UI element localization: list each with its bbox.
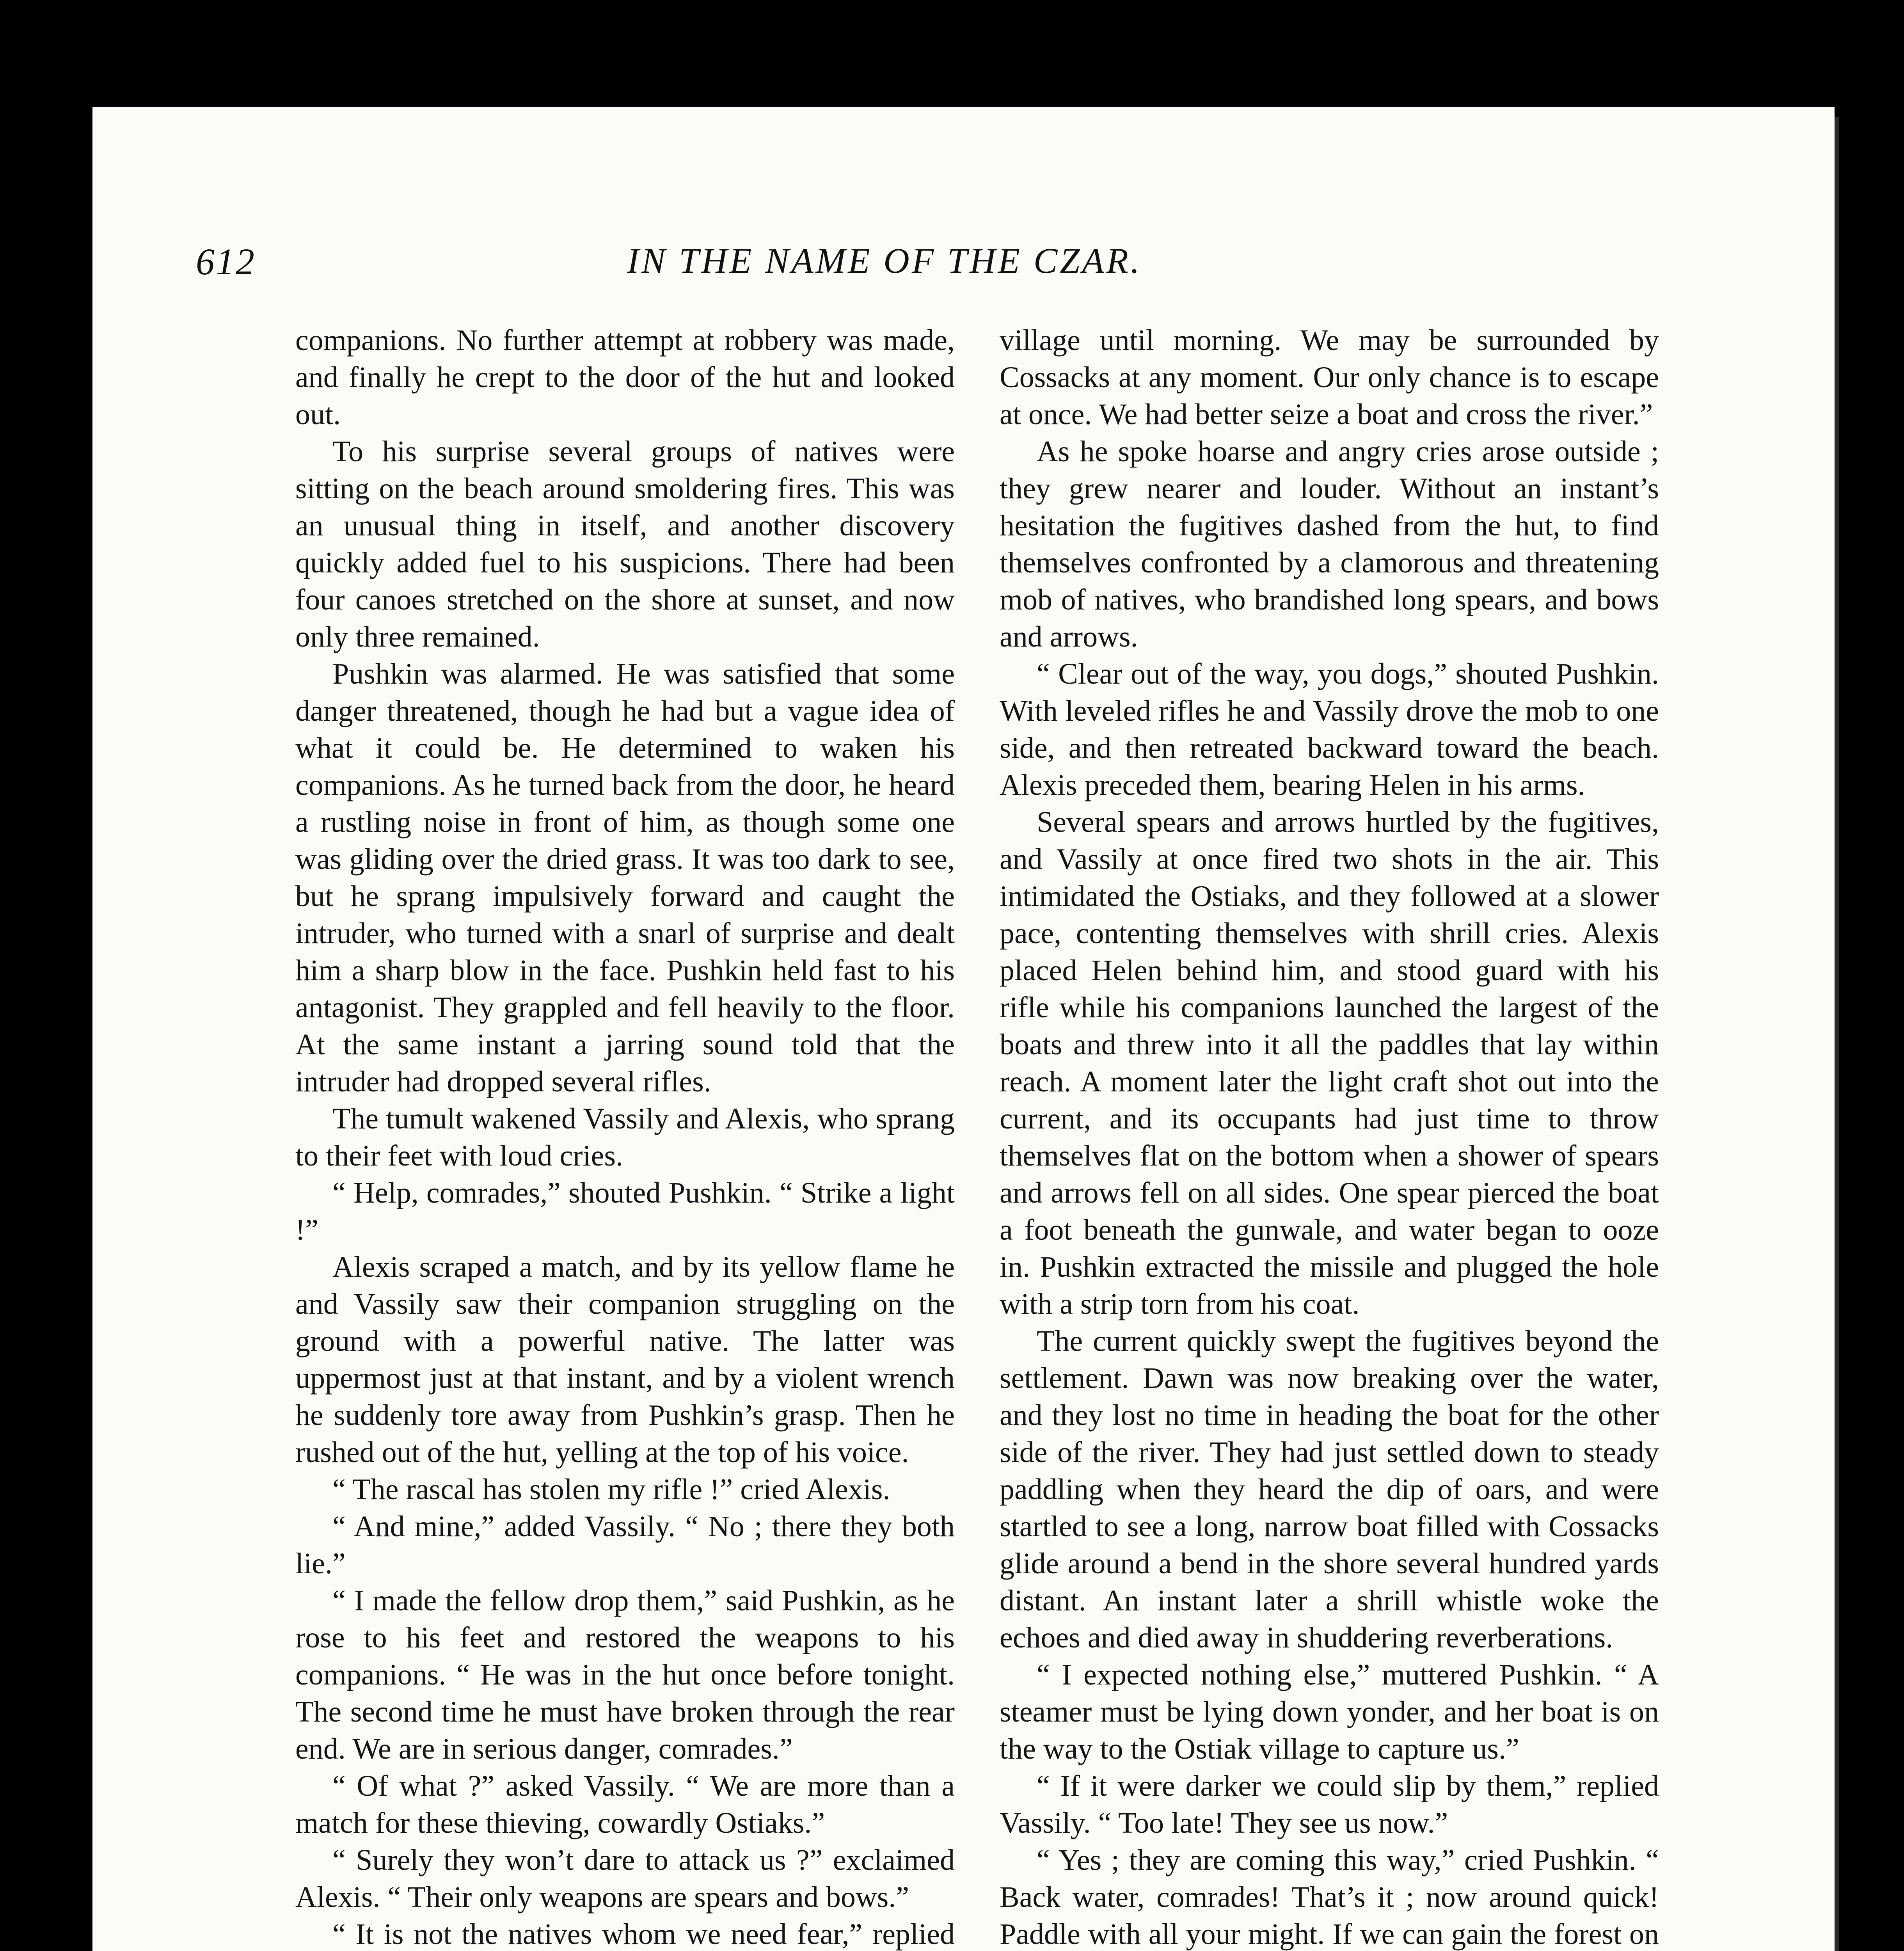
- paragraph: village until morning. We may be surrounded by Cossacks at any moment. Our only chance is to escape at once. We had better seize a boat and cross the river.”: [1000, 324, 1659, 431]
- paragraph: “ Of what ?” asked Vassily. “ We are more than a match for these thieving, cowardly Ostiaks.”: [295, 1770, 955, 1839]
- paragraph: Several spears and arrows hurtled by the fugitives, and Vassily at once fired two shots in the air. This intimidated the Ostiaks, and they followed at a slower pace, contenting themselves with shrill cries. Alexis placed Helen behind him, and stood guard with his rifle while his companions launched the largest of the boats and threw into it all the paddles that lay within reach. A moment later the light craft shot out into the current, and its occupants had just time to throw themselves flat on the bottom when a shower of spears and arrows fell on all sides. One spear pierced the boat a foot beneath the gunwale, and water began to ooze in. Pushkin extracted the missile and plugged the hole with a strip torn from his coat.: [1000, 806, 1659, 1320]
- paragraph: As he spoke hoarse and angry cries arose outside ; they grew nearer and louder. Without an instant’s hesitation the fugitives dashed from the hut, to find themselves confronted by a clamorous and threatening mob of natives, who brandished long spears, and bows and arrows.: [1000, 435, 1659, 653]
- adjacent-page-edge: [1835, 117, 1839, 1951]
- paragraph: “ I expected nothing else,” muttered Pushkin. “ A steamer must be lying down yonder, and her boat is on the way to the Ostiak village to capture us.”: [1000, 1658, 1659, 1765]
- running-title: IN THE NAME OF THE CZAR.: [627, 241, 1142, 281]
- paragraph: “ Surely they won’t dare to attack us ?” exclaimed Alexis. “ Their only weapons are spears and bows.”: [295, 1844, 955, 1914]
- paragraph: “ The rascal has stolen my rifle !” cried Alexis.: [332, 1473, 890, 1506]
- paragraph: “ It is not the natives whom we need fear,” replied: [332, 1918, 955, 1951]
- paragraph: “ Yes ; they are coming this way,” cried Pushkin. “ Back water, comrades! That’s it ; now around quick! Paddle with all your might. If we can gain the forest on: [1000, 1844, 1659, 1951]
- left-text-column: [295, 322, 955, 1951]
- page-number: 612: [196, 241, 256, 283]
- paragraph: Pushkin was alarmed. He was satisfied that some danger threatened, though he had but a vague idea of what it could be. He determined to waken his companions. As he turned back from the door, he heard a rustling noise in front of him, as though some one was gliding over the dried grass. It was too dark to see, but he sprang impulsively forward and caught the intruder, who turned with a snarl of surprise and dealt him a sharp blow in the face. Pushkin held fast to his antagonist. They grappled and fell heavily to the floor. At the same instant a jarring sound told that the intruder had dropped several rifles.: [295, 657, 955, 1098]
- paragraph: “ Clear out of the way, you dogs,” shouted Pushkin. With leveled rifles he and Vassily drove the mob to one side, and then retreated backward toward the beach. Alexis preceded them, bearing Helen in his arms.: [1000, 657, 1659, 801]
- paragraph: “ I made the fellow drop them,” said Pushkin, as he rose to his feet and restored the weapons to his companions. “ He was in the hut once before tonight. The second time he must have broken through the rear end. We are in serious danger, comrades.”: [295, 1584, 955, 1765]
- page-header: [196, 240, 1573, 287]
- paragraph: The tumult wakened Vassily and Alexis, who sprang to their feet with loud cries.: [295, 1102, 955, 1172]
- right-text-column: [1000, 322, 1659, 1951]
- paragraph: The current quickly swept the fugitives beyond the settlement. Dawn was now breaking over the water, and they lost no time in heading the boat for the other side of the river. They had just settled down to steady paddling when they heard the dip of oars, and were startled to see a long, narrow boat filled with Cossacks glide around a bend in the shore several hundred yards distant. An instant later a shrill whistle woke the echoes and died away in shuddering reverberations.: [1000, 1325, 1659, 1654]
- paragraph: To his surprise several groups of natives were sitting on the beach around smoldering fires. This was an unusual thing in itself, and another discovery quickly added fuel to his suspicions. There had been four canoes stretched on the shore at sunset, and now only three remained.: [295, 435, 955, 653]
- paragraph: companions. No further attempt at robbery was made, and finally he crept to the door of the hut and looked out.: [295, 324, 955, 431]
- paragraph: “ If it were darker we could slip by them,” replied Vassily. “ Too late! They see us now.”: [1000, 1770, 1659, 1839]
- paragraph: “ And mine,” added Vassily. “ No ; there they both lie.”: [295, 1510, 955, 1580]
- paragraph: “ Help, comrades,” shouted Pushkin. “ Strike a light !”: [295, 1176, 955, 1246]
- paragraph: Alexis scraped a match, and by its yellow flame he and Vassily saw their companion struggling on the ground with a powerful native. The latter was uppermost just at that instant, and by a violent wrench he suddenly tore away from Pushkin’s grasp. Then he rushed out of the hut, yelling at the top of his voice.: [295, 1251, 955, 1469]
